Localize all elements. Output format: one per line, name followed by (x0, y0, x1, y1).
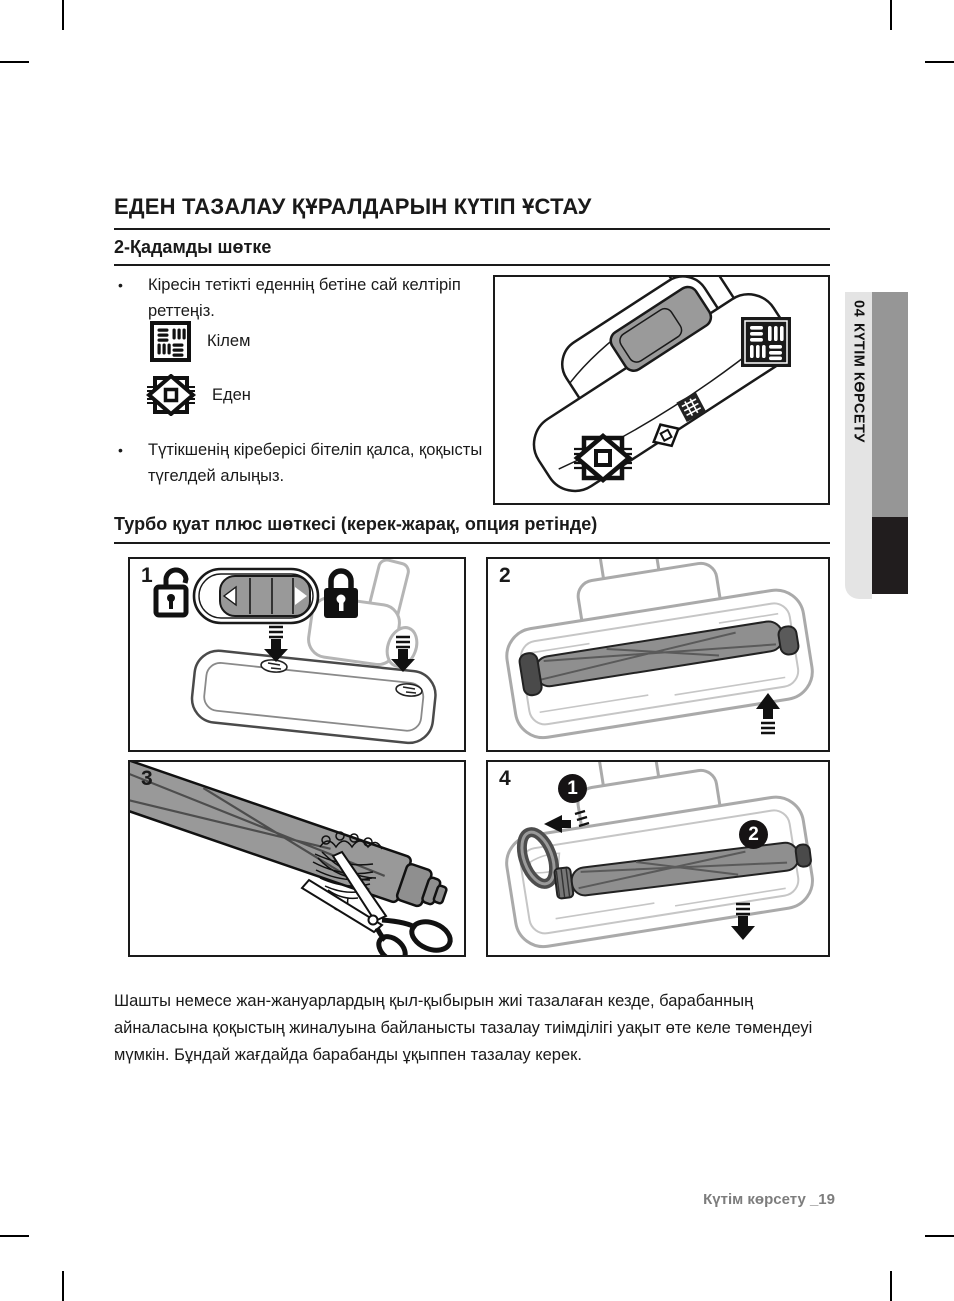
crop-mark (890, 1271, 892, 1301)
turbo-step4-illustration (488, 762, 828, 955)
chapter-title: КҮТІМ КӨРСЕТУ (850, 323, 867, 444)
bullet-text: Түтікшенің кіреберісі бітеліп қалса, қоқысты түгелдей алыңыз. (148, 441, 483, 485)
bullet-item (114, 437, 486, 489)
brush-mode-slider (194, 569, 318, 623)
turbo-step2-panel (486, 557, 830, 752)
floor-icon (146, 374, 196, 416)
bullet-text: Кіресін тетікті еденнің бетіне сай келтіріп реттеңіз. (148, 276, 461, 320)
panel-number: 3 (141, 767, 153, 790)
floor-label: Еден (212, 385, 251, 404)
step-1-badge: 1 (558, 774, 587, 803)
turbo-step3-panel (128, 760, 466, 957)
panel-number: 1 (141, 564, 153, 587)
crop-mark (62, 0, 64, 30)
step-2-badge: 2 (739, 820, 768, 849)
chapter-bar-black (872, 517, 908, 594)
section-heading-turbo-brush: Турбо қуат плюс шөткесі (керек-жарақ, опция ретінде) (114, 514, 830, 544)
page-footer: Күтім көрсету _19 (703, 1191, 835, 1208)
turbo-step2-illustration (488, 559, 828, 750)
bullet-dot: • (118, 442, 123, 458)
panel-number: 2 (499, 564, 511, 587)
chapter-bar-gray (872, 292, 908, 517)
turbo-step3-illustration (130, 762, 464, 955)
brush-drum (130, 762, 453, 917)
floor-legend (146, 374, 251, 416)
chapter-label (845, 300, 872, 580)
turbo-step4-panel (486, 760, 830, 957)
bullet-dot: • (118, 277, 123, 293)
crop-mark (0, 61, 29, 63)
turbo-step1-panel (128, 557, 466, 752)
section-heading-2step-brush: 2-Қадамды шөтке (114, 237, 830, 266)
panel-number: 4 (499, 767, 511, 790)
turbo-step1-illustration (130, 559, 464, 750)
floor-brush-illustration (495, 277, 828, 503)
carpet-legend (150, 321, 250, 362)
page-title: ЕДЕН ТАЗАЛАУ ҚҰРАЛДАРЫН КҮТІП ҰСТАУ (114, 194, 830, 230)
floor-icon (574, 436, 632, 480)
crop-mark (0, 1235, 29, 1237)
bullet-item (114, 272, 486, 324)
carpet-icon (741, 317, 791, 367)
crop-mark (925, 61, 954, 63)
carpet-icon (150, 321, 191, 362)
padlock-unlocked-icon (156, 570, 186, 615)
crop-mark (925, 1235, 954, 1237)
brush-figure (493, 275, 830, 505)
crop-mark (890, 0, 892, 30)
chapter-number: 04 (850, 300, 867, 318)
carpet-label: Кілем (207, 332, 251, 350)
padlock-locked-icon (324, 571, 358, 618)
maintenance-note: Шашты немесе жан-жануарлардың қыл-қыбырын жиі тазалаған кезде, барабанның айналасына қоқыстың жиналуына байланысты тазалау тиімділігі уақыт өте келе төмендеуі мүмкін. Бұндай жағдайда барабанды ұқыппен тазалау керек. (114, 992, 813, 1064)
crop-mark (62, 1271, 64, 1301)
